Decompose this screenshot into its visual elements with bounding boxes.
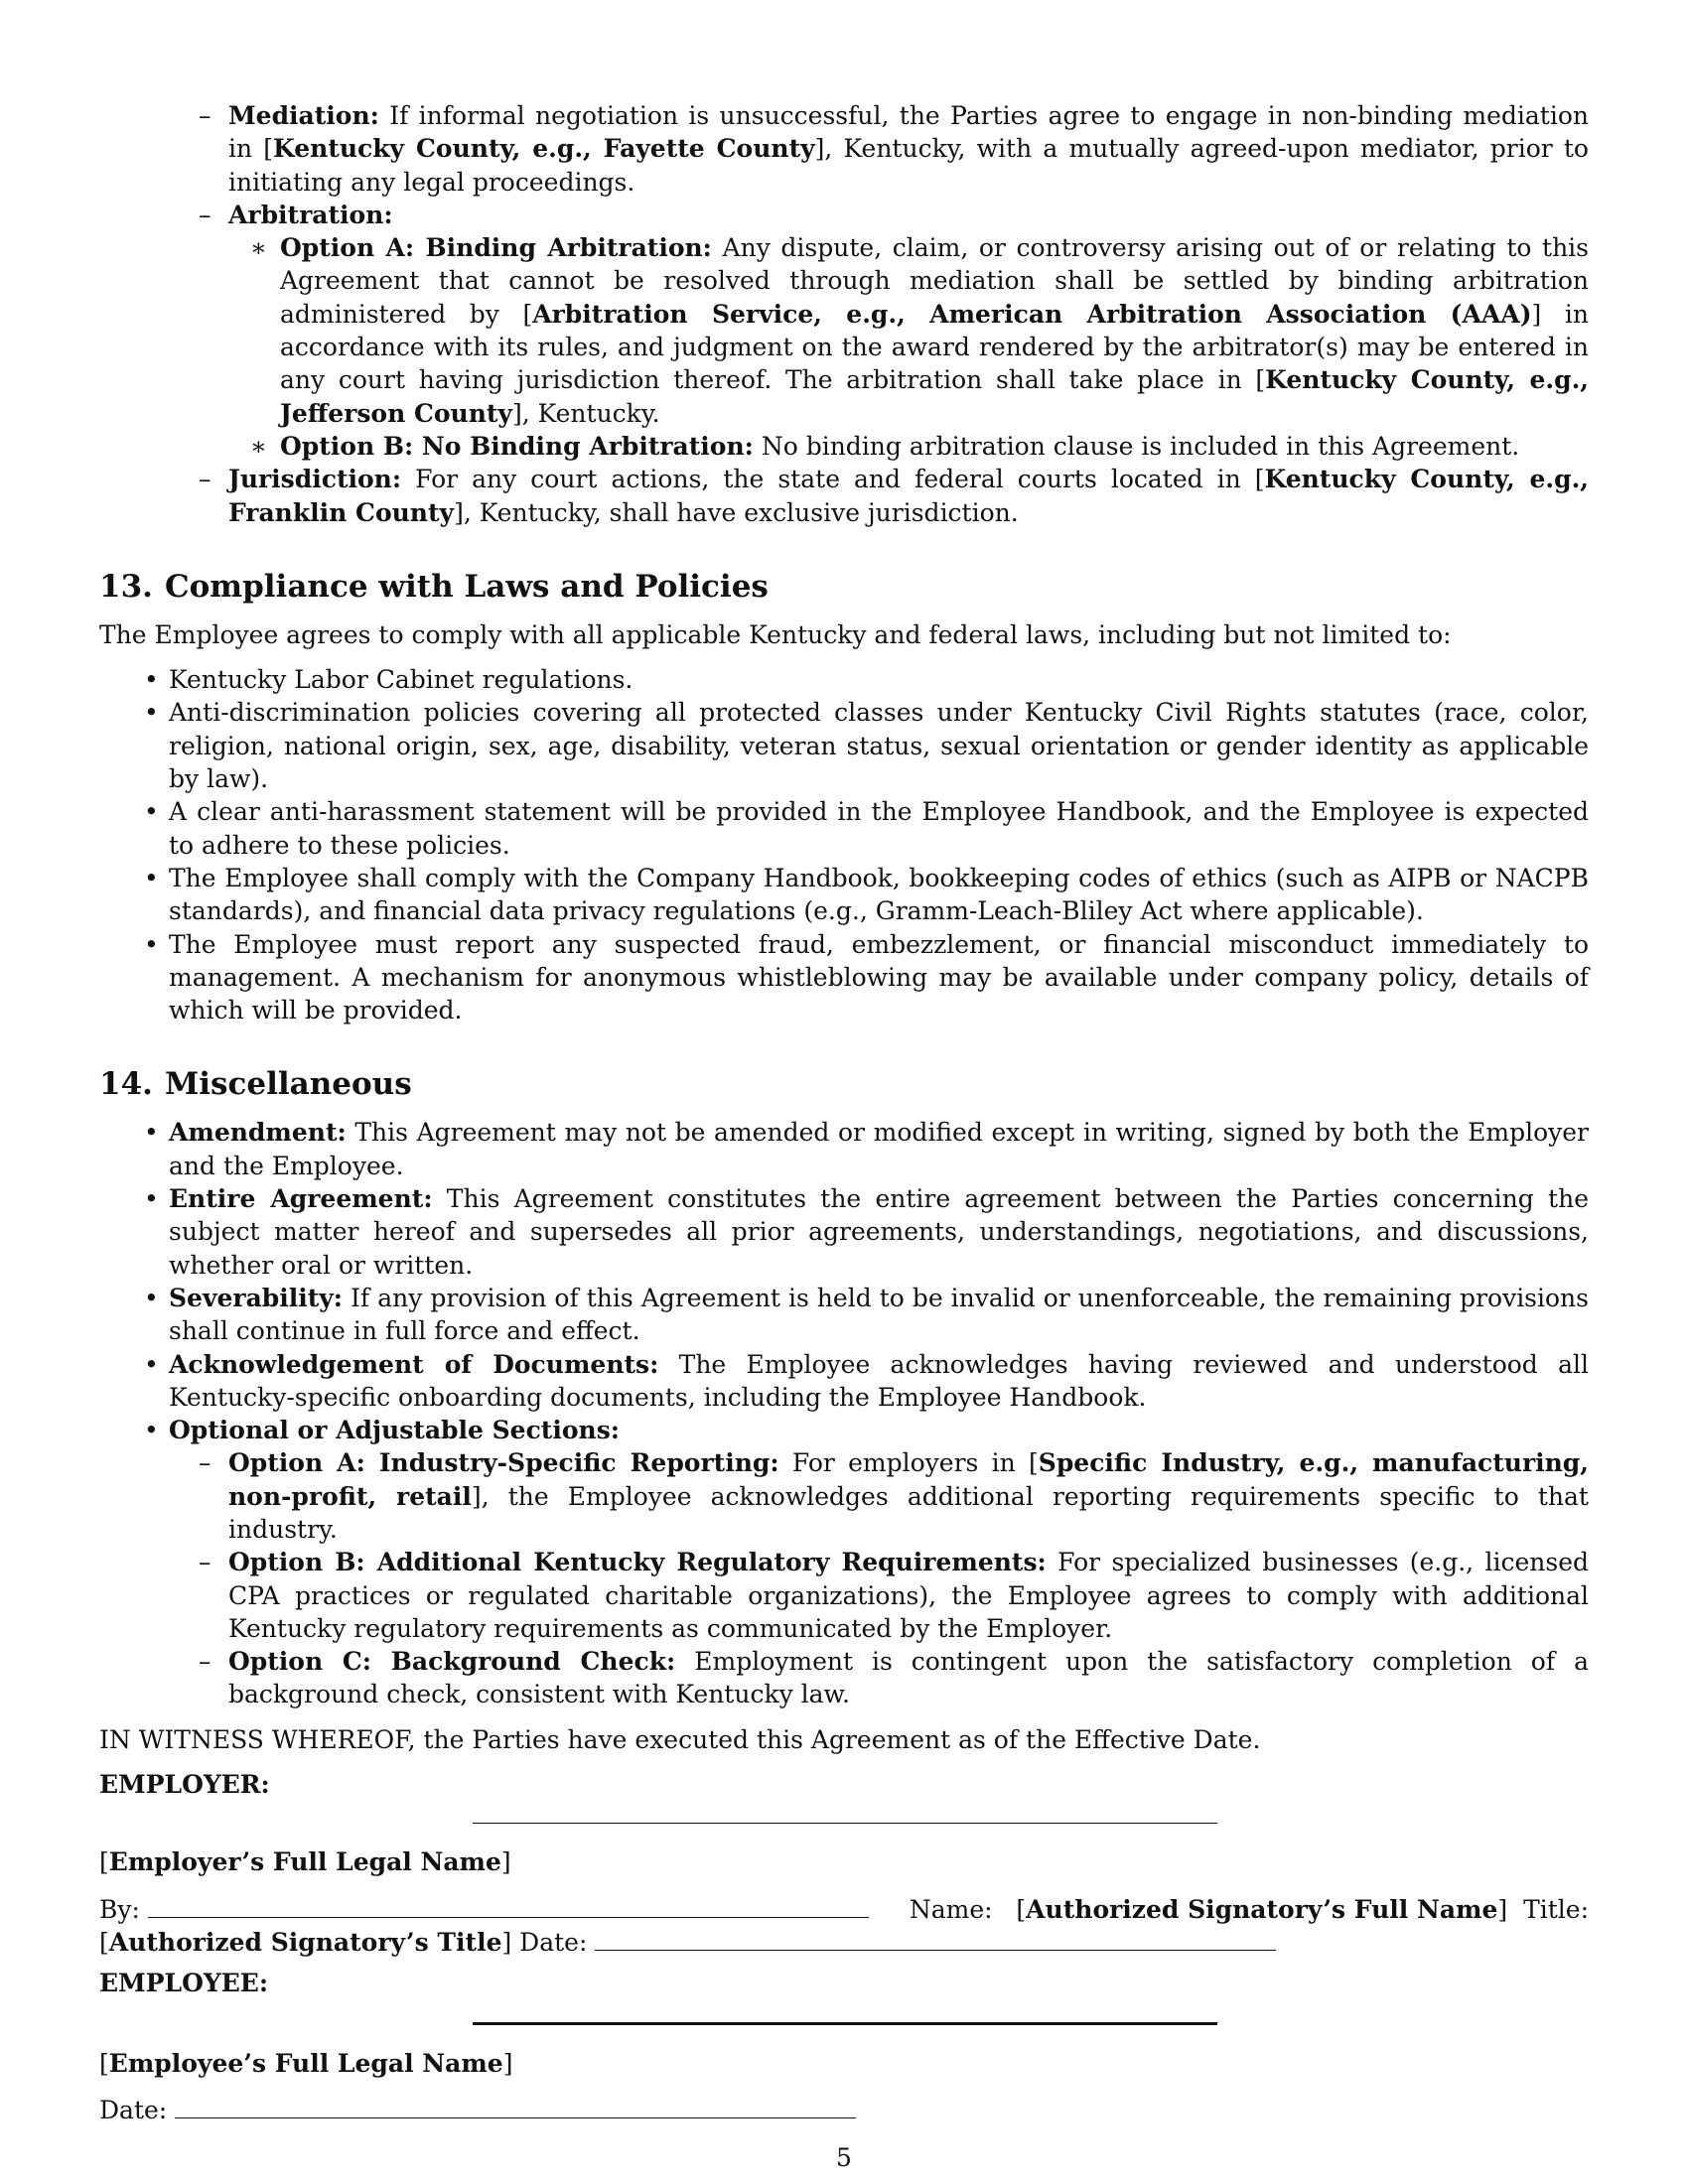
arbitration-service-placeholder: Arbitration Service, e.g., American Arbitration Association (AAA): [532, 299, 1532, 329]
list-item: • The Employee must report any suspected fraud, embezzlement, or financial misconduct immediately to management. A mechanism for anonymous whistleblowing may be available under company policy, details of which will be provided.: [169, 928, 1589, 1027]
mediation-county-placeholder: Kentucky County, e.g., Fayette County: [273, 134, 815, 164]
employee-date-blank[interactable]: [175, 2117, 856, 2118]
document-page: [99, 99, 1589, 2126]
employer-date-label: Date:: [519, 1927, 588, 1957]
optional-sections-list: [228, 1446, 1589, 1710]
arbitration-option-a: ∗ Option A: Binding Arbitration: Any dispute, claim, or controversy arising out of or relating to this Agreement that cannot be resolved through mediation shall be settled by binding arbitration administered by [Arbitration Service, e.g., American Arbitration Association (AAA)] in accordance with its rules, and judgment on the award rendered by the arbitrator(s) may be entered in any court having jurisdiction thereof. The arbitration shall take place in [Kentucky County, e.g., Jefferson County], Kentucky.: [280, 231, 1589, 430]
employer-name-placeholder: [Employer’s Full Legal Name]: [99, 1847, 511, 1877]
arbitration-county-placeholder: Kentucky County, e.g., Jefferson County: [280, 365, 1589, 428]
section-14-heading: 14. Miscellaneous: [99, 1066, 412, 1103]
section-13-intro: The Employee agrees to comply with all applicable Kentucky and federal laws, including but not limited to:: [99, 619, 1452, 649]
signatory-name-placeholder: Authorized Signatory’s Full Name: [1026, 1894, 1498, 1924]
arbitration-options-list: [280, 231, 1589, 463]
amendment-item: • Amendment: This Agreement may not be amended or modified except in writing, signed by both the Employer and the Employee.: [169, 1116, 1589, 1182]
employee-name-placeholder: [Employee’s Full Legal Name]: [99, 2048, 513, 2078]
signatory-title-placeholder: Authorized Signatory’s Title: [108, 1927, 502, 1957]
employer-heading: EMPLOYER:: [99, 1770, 270, 1800]
entire-agreement-item: • Entire Agreement: This Agreement constitutes the entire agreement between the Parties concerning the subject matter hereof and supersedes all prior agreements, understandings, negotiations, and discussions, whether oral or written.: [169, 1182, 1589, 1282]
section-13-heading: 13. Compliance with Laws and Policies: [99, 568, 769, 605]
industry-placeholder: Specific Industry, e.g., manufacturing, non-profit, retail: [228, 1448, 1589, 1511]
employee-date-row: [99, 2094, 1589, 2126]
list-item: • Kentucky Labor Cabinet regulations.: [169, 663, 1589, 696]
jurisdiction-county-placeholder: Kentucky County, e.g., Franklin County: [228, 465, 1589, 527]
optional-option-a: – Option A: Industry-Specific Reporting: For employers in [Specific Industry, e.g., manufacturing, non-profit, retail], the Employee acknowledges additional reporting requirements specific to that industry.: [228, 1446, 1589, 1546]
list-item: • The Employee shall comply with the Company Handbook, bookkeeping codes of ethics (such as AIPB or NACPB standards), and financial data privacy regulations (e.g., Gramm-Leach-Bliley Act where applicable).: [169, 862, 1589, 928]
optional-option-b: – Option B: Additional Kentucky Regulatory Requirements: For specialized businesses (e.g., licensed CPA practices or regulated charitable organizations), the Employee agrees to comply with additional Kentucky regulatory requirements as communicated by the Employer.: [228, 1546, 1589, 1645]
title-label: Title:: [1523, 1894, 1589, 1924]
list-item: • A clear anti-harassment statement will be provided in the Employee Handbook, and the Employee is expected to adhere to these policies.: [169, 795, 1589, 862]
name-label: Name:: [909, 1894, 993, 1924]
by-label: By:: [99, 1894, 140, 1924]
arbitration-option-b: ∗ Option B: No Binding Arbitration: No binding arbitration clause is included in this Agreement.: [280, 430, 1589, 463]
witness-statement: IN WITNESS WHEREOF, the Parties have executed this Agreement as of the Effective Date.: [99, 1724, 1261, 1754]
optional-option-c: – Option C: Background Check: Employment is contingent upon the satisfactory completion of a background check, consistent with Kentucky law.: [228, 1645, 1589, 1711]
employer-by-row: By: Name: [Authorized Signatory’s Full Name] Title:: [99, 1894, 1589, 1924]
severability-item: • Severability: If any provision of this Agreement is held to be invalid or unenforceable, the remaining provisions shall continue in full force and effect.: [169, 1282, 1589, 1348]
section-14-list: [169, 1116, 1589, 1710]
employer-date-blank[interactable]: [595, 1950, 1276, 1951]
optional-sections-item: • Optional or Adjustable Sections: – Option A: Industry-Specific Reporting: For employers in [Specific Industry, e.g., manufacturing, non-profit, retail], the Employee acknowledges additional reporting requirements specific to that industry. – Option B: Additional Kentucky Regulatory Requirements: For specialized businesses (e.g., licensed CPA practices or regulated charitable organizations), the Employee agrees to comply with additional Kentucky regulatory requirements as communicated by the Employer. – Option C: Background Check: Employment is contingent upon the satisfactory completion of a background check, consistent with Kentucky law.: [169, 1414, 1589, 1711]
employee-heading: EMPLOYEE:: [99, 1969, 269, 1998]
list-item: • Anti-discrimination policies covering all protected classes under Kentucky Civil Rights statutes (race, color, religion, national origin, sex, age, disability, veteran status, sexual orientation or gender identity as applicable by law).: [169, 696, 1589, 795]
employer-title-date-row: [Authorized Signatory’s Title] Date:: [99, 1926, 1589, 1959]
employee-date-label: Date:: [99, 2095, 168, 2124]
arbitration-item: [228, 199, 1589, 463]
mediation-item: – Mediation: If informal negotiation is unsuccessful, the Parties agree to engage in non-binding mediation in [Kentucky County, e.g., Fayette County], Kentucky, with a mutually agreed-upon mediator, prior to initiating any legal proceedings.: [228, 99, 1589, 199]
section-13-list: [169, 663, 1589, 1026]
mediation-label: Mediation:: [228, 101, 379, 130]
by-signature-blank[interactable]: [148, 1917, 869, 1918]
arbitration-label: Arbitration:: [228, 200, 393, 229]
dispute-resolution-list: [228, 99, 1589, 529]
acknowledgement-item: • Acknowledgement of Documents: The Employee acknowledges having reviewed and understood all Kentucky-specific onboarding documents, including the Employee Handbook.: [169, 1348, 1589, 1415]
jurisdiction-label: Jurisdiction:: [228, 465, 402, 494]
jurisdiction-item: – Jurisdiction: For any court actions, the state and federal courts located in [Kentucky County, e.g., Franklin County], Kentucky, shall have exclusive jurisdiction.: [228, 463, 1589, 529]
page-number: 5: [836, 2143, 852, 2172]
